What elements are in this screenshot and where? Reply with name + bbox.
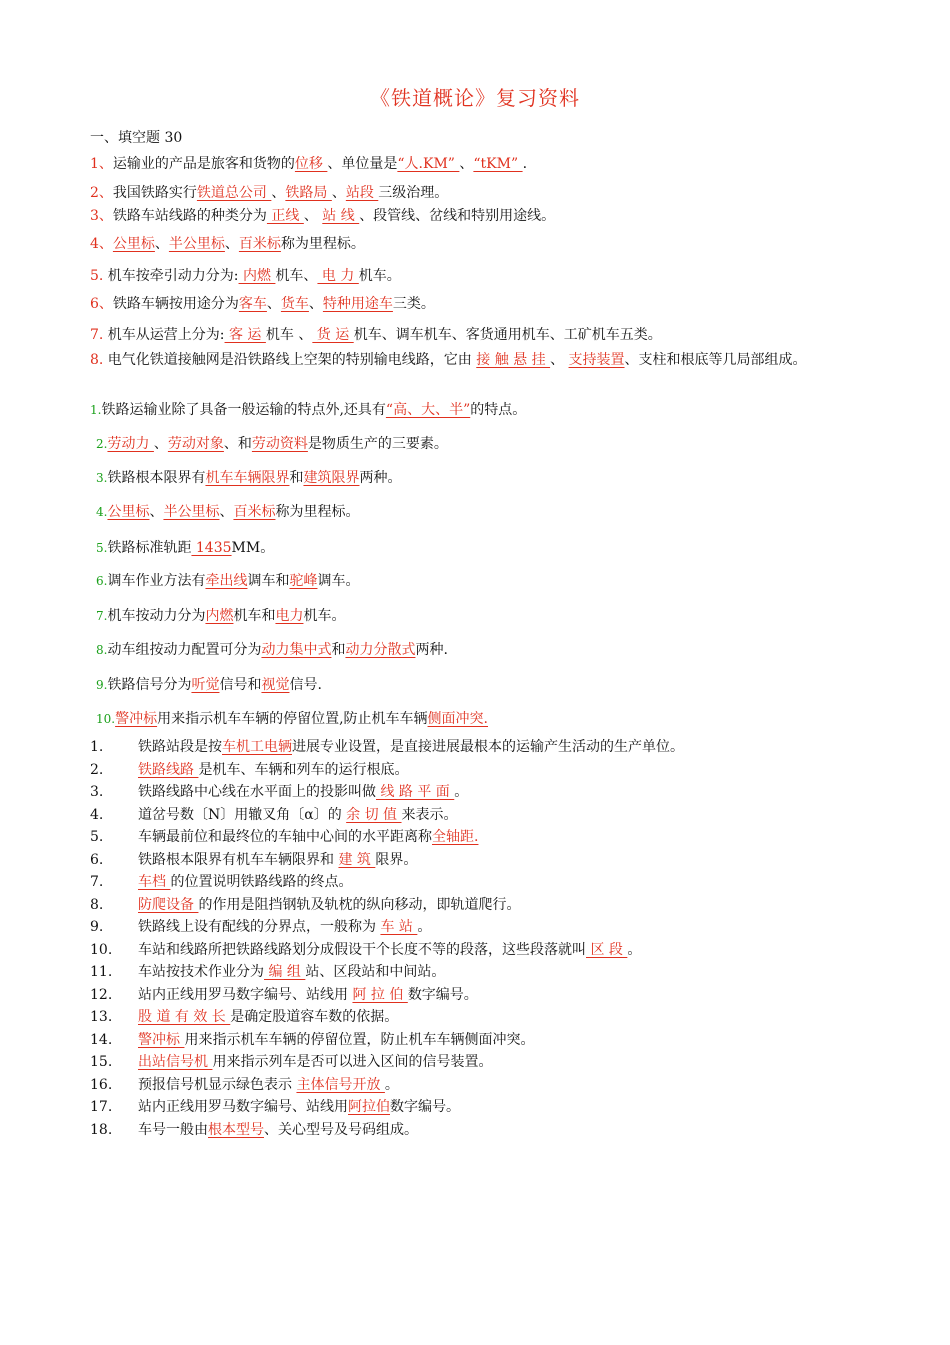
question-item: [90, 232, 870, 256]
question-text: 用来指示列车是否可以进入区间的信号装置。: [212, 1054, 493, 1070]
part-c: [90, 736, 870, 1141]
answer-blank: “高、大、半”: [385, 402, 471, 418]
question-text: 、: [153, 436, 168, 452]
question-text: 和: [331, 642, 346, 658]
question-number: 3、: [90, 208, 113, 224]
question-body: [138, 804, 458, 827]
question-number: 18.: [90, 1121, 113, 1138]
question-number: 7.: [96, 609, 108, 623]
answer-blank: 货 运: [312, 327, 354, 343]
question-item: [90, 916, 870, 939]
question-text: 两种。: [359, 470, 402, 486]
answer-blank: 铁路线路: [138, 761, 199, 778]
answer-blank: 车机工电辆: [222, 739, 292, 755]
answer-blank: 支持装置: [568, 352, 625, 368]
question-item: [90, 181, 870, 205]
answer-blank: 接 触 悬 挂: [476, 352, 551, 368]
answer-blank: 驼峰: [289, 573, 318, 589]
answer-blank: 动力分散式: [345, 642, 416, 658]
question-text: 数字编号。: [407, 986, 478, 1003]
question-item: [96, 638, 876, 662]
answer-blank: 公里标: [107, 504, 150, 520]
question-item: [96, 707, 876, 731]
question-body: [138, 849, 417, 872]
question-text: 站、区段站和中间站。: [305, 964, 446, 980]
question-text: 、: [459, 156, 474, 172]
answer-blank: 电 力: [317, 268, 359, 284]
question-number: 7.: [90, 874, 104, 890]
question-text: 两种.: [415, 642, 448, 658]
question-text: 进展专业设置，是直接进展最根本的运输产生活动的生产单位。: [292, 739, 684, 755]
question-number: 9.: [90, 919, 104, 935]
question-text: 铁路根本限界有: [107, 470, 206, 486]
question-item: [96, 466, 876, 490]
question-text: 数字编号。: [390, 1099, 460, 1115]
question-text: 、: [149, 504, 164, 520]
question-text: 的特点。: [470, 402, 527, 418]
page-title: 《铁道概论》复习资料: [370, 86, 580, 110]
question-number: 4、: [90, 236, 113, 252]
question-body: [138, 1096, 460, 1119]
question-number: 11.: [90, 964, 113, 980]
question-item: [96, 604, 876, 628]
question-text: 机车。: [303, 608, 346, 624]
question-body: [138, 894, 520, 917]
answer-blank: 铁道总公司: [196, 185, 272, 201]
question-number: 5.: [90, 268, 104, 284]
question-text: 、: [271, 185, 286, 201]
answer-blank: 内燃: [205, 608, 234, 624]
answer-blank: 编 组: [264, 964, 306, 980]
question-text: 称为里程标。: [280, 236, 365, 252]
question-text: 用来指示机车车辆的停留位置，防止机车车辆侧面冲突。: [184, 1031, 535, 1048]
answer-blank: 1435: [191, 540, 232, 556]
question-text: 铁路信号分为: [107, 677, 192, 693]
question-text: 铁路站段是按: [138, 739, 222, 755]
question-number: 1.: [90, 403, 102, 417]
answer-blank: 劳动对象: [167, 436, 224, 452]
question-body: [138, 736, 684, 759]
answer-blank: 位移: [294, 156, 328, 172]
answer-blank: 劳动力: [107, 436, 154, 452]
answer-blank: 客车: [238, 296, 267, 312]
answer-blank: 机车车辆限界: [205, 470, 290, 486]
question-item: [90, 1096, 870, 1119]
answer-blank: 视觉: [261, 677, 290, 693]
answer-blank: 特种用途车: [322, 296, 393, 312]
question-item: [90, 849, 870, 872]
question-body: [138, 1074, 399, 1097]
question-text: 。: [627, 941, 642, 958]
question-text: MM。: [231, 540, 275, 556]
question-number: 2.: [96, 437, 108, 451]
question-text: 车站和线路所把铁路线路划分成假设干个长度不等的段落，这些段落就叫: [138, 941, 586, 958]
question-item: [90, 398, 870, 422]
answer-blank: 半公里标: [163, 504, 220, 520]
answer-blank: 听觉: [191, 677, 220, 693]
question-text: 、: [303, 208, 323, 224]
question-text: 车站按技术作业分为: [138, 964, 264, 980]
answer-blank: 内燃: [238, 268, 276, 284]
question-number: 2.: [90, 761, 104, 778]
question-text: 铁路运输业除了具备一般运输的特点外,还具有: [101, 402, 386, 418]
question-item: [90, 323, 870, 347]
question-number: 15.: [90, 1054, 113, 1070]
question-item: [90, 1029, 870, 1052]
question-text: 是机车、车辆和列车的运行根底。: [198, 761, 409, 778]
question-text: 铁路车站线路的种类分为: [112, 208, 267, 224]
question-text: 机车、: [275, 268, 318, 284]
question-text: 、支柱和根底等几局部组成。: [624, 352, 807, 368]
question-text: 机车从运营上分为:: [103, 327, 225, 343]
question-number: 3.: [96, 471, 108, 485]
question-number: 10.: [90, 941, 113, 958]
answer-blank: 站段: [345, 185, 379, 201]
question-text: 和: [289, 470, 304, 486]
question-item: [90, 961, 870, 984]
question-text: 、: [308, 296, 323, 312]
answer-blank: 出站信号机: [138, 1054, 213, 1070]
question-text: 、: [154, 236, 169, 252]
question-text: 是物质生产的三要素。: [307, 436, 448, 452]
question-body: [138, 826, 478, 849]
question-item: [90, 1074, 870, 1097]
question-text: 三级治理。: [378, 185, 449, 201]
question-text: 。: [384, 1076, 399, 1093]
question-text: 、: [224, 236, 239, 252]
question-text: 车号一般由: [138, 1121, 208, 1138]
answer-blank: 牵出线: [205, 573, 248, 589]
question-text: 、和: [223, 436, 252, 452]
question-text: 调车和: [247, 573, 290, 589]
question-text: 。: [417, 919, 432, 935]
question-body: [138, 1119, 418, 1142]
question-text: 是确定股道容车数的依据。: [230, 1009, 399, 1025]
answer-blank: 防爬设备: [138, 896, 199, 913]
question-number: 5.: [96, 541, 108, 555]
question-item: [90, 781, 870, 804]
answer-blank: 公里标: [112, 236, 155, 252]
question-item: [96, 500, 876, 524]
question-body: [138, 984, 478, 1007]
question-number: 16.: [90, 1076, 113, 1093]
question-number: 1.: [90, 739, 104, 755]
question-text: 信号和: [219, 677, 262, 693]
question-text: 、: [266, 296, 281, 312]
question-text: 机车和: [233, 608, 276, 624]
question-item: [90, 264, 870, 288]
question-body: [138, 1006, 398, 1029]
question-text: 铁路车辆按用途分为: [112, 296, 239, 312]
answer-blank: 电力: [275, 608, 304, 624]
answer-blank: 阿 拉 伯: [352, 986, 408, 1003]
question-text: 。: [454, 784, 469, 800]
question-body: [138, 1051, 492, 1074]
question-item: [90, 1006, 870, 1029]
answer-blank: 建 筑: [338, 851, 376, 868]
question-number: 8.: [90, 896, 104, 913]
question-body: [138, 781, 468, 804]
question-text: 预报信号机显示绿色表示: [138, 1076, 297, 1093]
question-text: 、段管线、岔线和特别用途线。: [359, 208, 556, 224]
question-text: 道岔号数〔N〕用辙叉角〔α〕的: [138, 806, 347, 823]
question-text: 调车。: [317, 573, 360, 589]
question-text: 铁路标准轨距: [107, 540, 192, 556]
question-body: [138, 939, 641, 962]
question-text: 机车 、: [265, 327, 313, 343]
answer-blank: 站 线: [322, 208, 360, 224]
question-item: [90, 736, 870, 759]
question-text: 运输业的产品是旅客和货物的: [112, 156, 295, 172]
question-text: 、关心型号及号码组成。: [264, 1121, 418, 1138]
section-heading: 一、填空题 30: [90, 130, 183, 146]
answer-blank: 股 道 有 效 长: [138, 1009, 231, 1025]
answer-blank: “tKM”: [473, 156, 523, 172]
question-body: [138, 871, 352, 894]
question-item: [90, 292, 870, 316]
question-number: 17.: [90, 1099, 113, 1115]
question-text: 的作用是阻挡钢轨及轨枕的纵向移动，即轨道爬行。: [198, 896, 521, 913]
question-text: 调车作业方法有: [107, 573, 206, 589]
answer-blank: 劳动资料: [251, 436, 308, 452]
question-body: [138, 759, 408, 782]
question-text: 机车、调车机车、客货通用机车、工矿机车五类。: [353, 327, 662, 343]
question-item: [90, 939, 870, 962]
question-text: 铁路线上设有配线的分界点，一般称为: [138, 919, 381, 935]
question-number: 6、: [90, 296, 113, 312]
question-text: 铁路根本限界有机车车辆限界和: [138, 851, 339, 868]
question-item: [90, 152, 870, 176]
question-text: 、: [331, 185, 346, 201]
question-text: 用来指示机车车辆的停留位置,防止机车车辆: [157, 711, 428, 727]
question-number: 6.: [96, 574, 108, 588]
question-item: [90, 894, 870, 917]
answer-blank: 警冲标: [138, 1031, 185, 1048]
question-number: 2、: [90, 185, 113, 201]
question-number: 1、: [90, 156, 113, 172]
question-number: 4.: [90, 806, 104, 823]
question-number: 9.: [96, 678, 108, 692]
answer-blank: 半公里标: [168, 236, 225, 252]
question-text: .: [522, 156, 528, 172]
question-item: [90, 759, 870, 782]
question-text: 、: [219, 504, 234, 520]
answer-blank: 区 段: [586, 941, 628, 958]
question-text: 车辆最前位和最终位的车轴中心间的水平距离称: [138, 829, 432, 845]
question-item: [90, 348, 870, 372]
question-item: [90, 826, 870, 849]
question-number: 3.: [90, 784, 104, 800]
question-text: 三类。: [392, 296, 435, 312]
answer-blank: 动力集中式: [261, 642, 332, 658]
question-item: [90, 804, 870, 827]
answer-blank: 线 路 平 面: [376, 784, 455, 800]
question-number: 8.: [90, 352, 104, 368]
question-text: 机车按动力分为: [107, 608, 206, 624]
question-text: 、: [550, 352, 569, 368]
question-number: 7.: [90, 327, 104, 343]
answer-blank: 建筑限界: [303, 470, 360, 486]
question-text: 机车按牵引动力分为:: [103, 268, 239, 284]
answer-blank: 货车: [280, 296, 309, 312]
question-item: [96, 432, 876, 456]
answer-blank: 侧面冲突.: [427, 711, 488, 727]
question-item: [90, 984, 870, 1007]
question-text: 称为里程标。: [275, 504, 360, 520]
answer-blank: 百米标: [233, 504, 276, 520]
question-body: [138, 916, 431, 939]
question-number: 4.: [96, 505, 108, 519]
answer-blank: 警冲标: [115, 711, 158, 727]
question-body: [138, 1029, 534, 1052]
question-number: 12.: [90, 986, 113, 1003]
question-number: 5.: [90, 829, 104, 845]
question-text: 我国铁路实行: [112, 185, 197, 201]
answer-blank: 客 运: [224, 327, 266, 343]
question-item: [90, 871, 870, 894]
question-text: 站内正线用罗马数字编号、站线用: [138, 986, 353, 1003]
question-item: [90, 204, 870, 228]
answer-blank: “人.KM”: [397, 156, 460, 172]
answer-blank: 主体信号开放: [296, 1076, 385, 1093]
question-number: 13.: [90, 1009, 113, 1025]
answer-blank: 正线: [266, 208, 304, 224]
question-item: [96, 673, 876, 697]
answer-blank: 阿拉伯: [348, 1099, 390, 1115]
question-text: 的位置说明铁路线路的终点。: [170, 874, 353, 890]
answer-blank: 百米标: [238, 236, 281, 252]
question-number: 6.: [90, 851, 104, 868]
question-text: 、单位量是: [327, 156, 398, 172]
answer-blank: 车 站: [380, 919, 418, 935]
question-text: 动车组按动力配置可分为: [107, 642, 262, 658]
question-number: 8.: [96, 643, 108, 657]
answer-blank: 余 切 值: [346, 806, 402, 823]
question-text: 电气化铁道接触网是沿铁路线上空架的特别输电线路，它由: [103, 352, 477, 368]
question-text: 来表示。: [401, 806, 458, 823]
answer-blank: 铁路局: [285, 185, 332, 201]
question-text: 站内正线用罗马数字编号、站线用: [138, 1099, 348, 1115]
question-item: [90, 1119, 870, 1142]
answer-blank: 根本型号: [208, 1121, 264, 1138]
question-text: 信号.: [289, 677, 322, 693]
question-number: 14.: [90, 1031, 113, 1048]
question-text: 限界。: [375, 851, 418, 868]
question-body: [138, 961, 445, 984]
answer-blank: 全轴距.: [432, 829, 479, 845]
question-text: 铁路线路中心线在水平面上的投影叫做: [138, 784, 376, 800]
question-text: 机车。: [358, 268, 401, 284]
question-item: [96, 536, 876, 560]
question-item: [96, 569, 876, 593]
question-number: 10.: [96, 712, 116, 726]
answer-blank: 车档: [138, 874, 171, 890]
question-item: [90, 1051, 870, 1074]
